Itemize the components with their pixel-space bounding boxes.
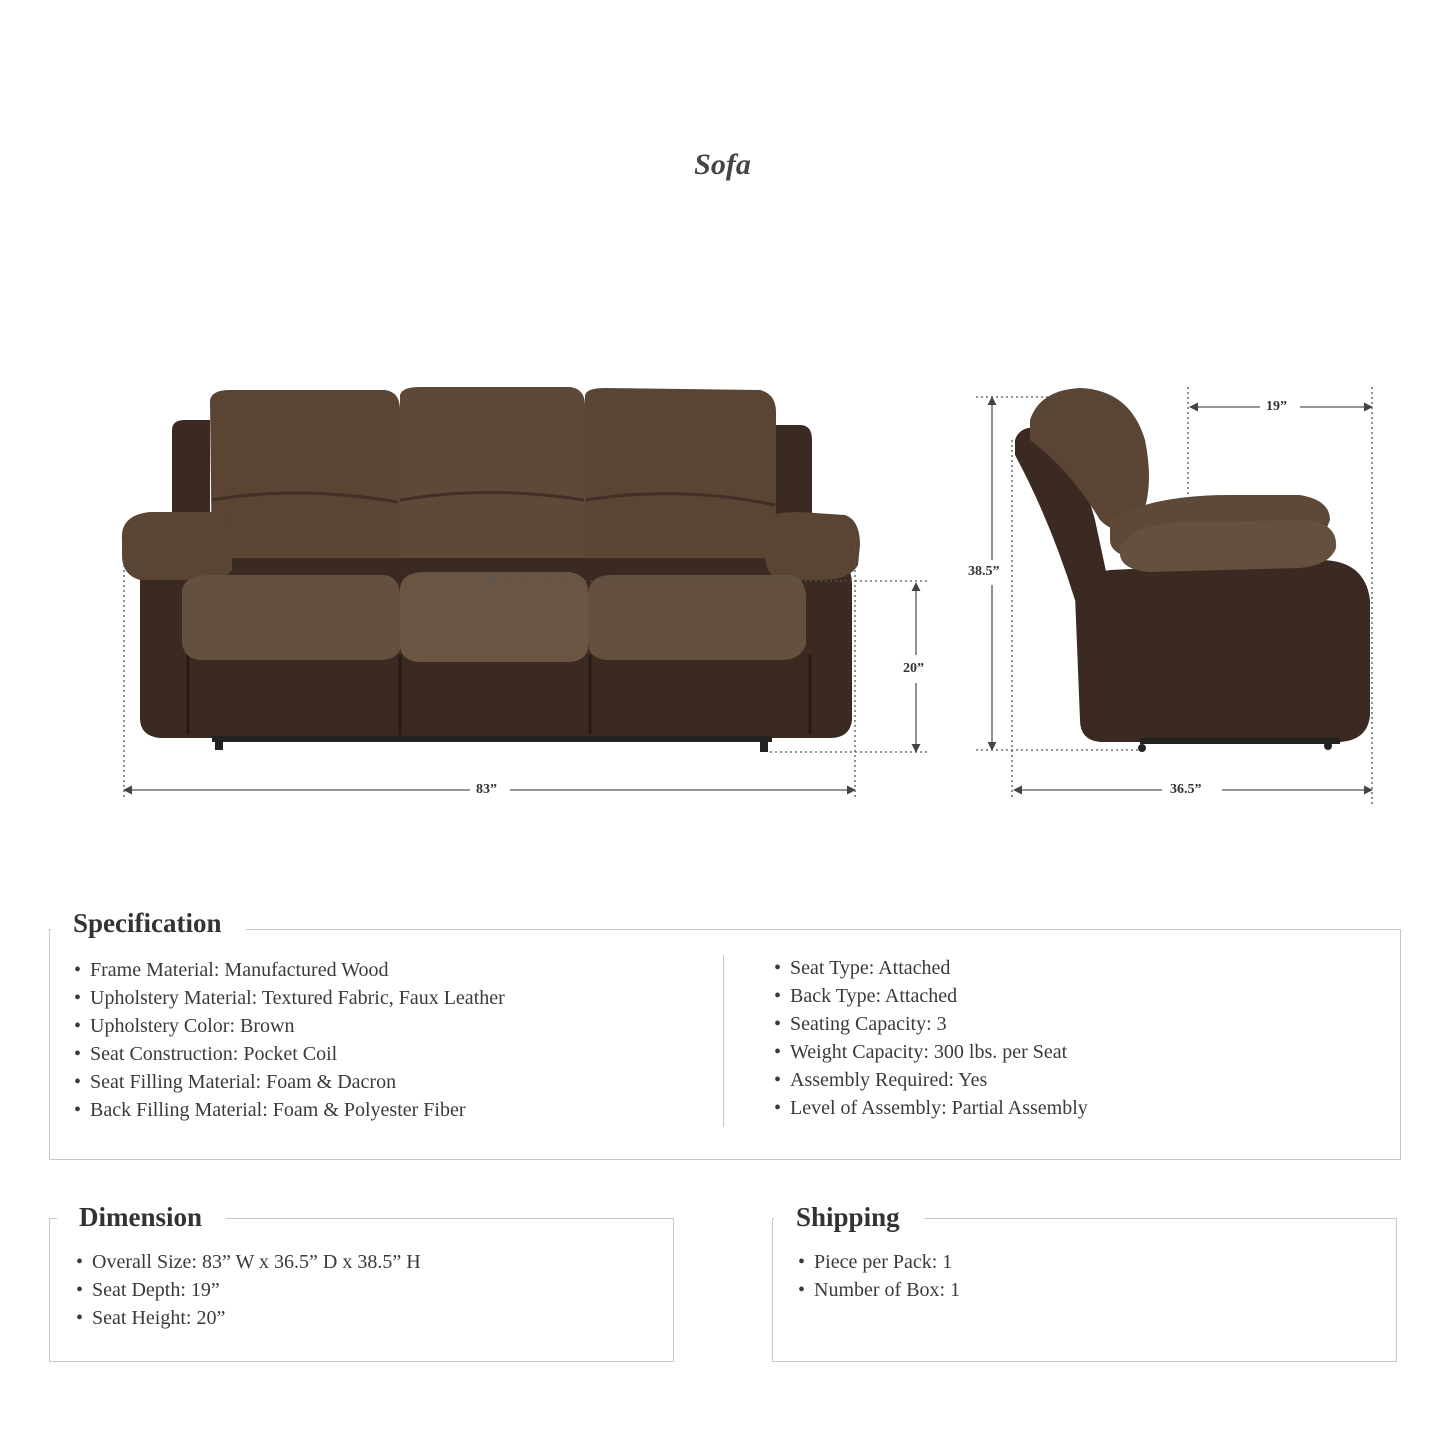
specification-left-list (74, 956, 505, 1124)
shipping-list (798, 1248, 960, 1304)
list-item: • Seat Construction: Pocket Coil (74, 1040, 505, 1068)
dimension-list (76, 1248, 421, 1332)
specification-right-list (774, 954, 1088, 1122)
sofa-side-view (1015, 388, 1370, 752)
list-item: • Seat Filling Material: Foam & Dacron (74, 1068, 505, 1096)
specification-divider (723, 955, 724, 1127)
list-item: • Level of Assembly: Partial Assembly (774, 1094, 1088, 1122)
shipping-title: Shipping (774, 1201, 924, 1233)
list-item: • Seat Type: Attached (774, 954, 1088, 982)
height-label: 38.5” (962, 564, 1006, 580)
list-item: • Seat Depth: 19” (76, 1276, 421, 1304)
seat-height-label: 20” (897, 661, 930, 677)
specification-title: Specification (51, 907, 246, 939)
list-item: • Frame Material: Manufactured Wood (74, 956, 505, 984)
list-item: • Seating Capacity: 3 (774, 1010, 1088, 1038)
seat-depth-label: 19” (1260, 399, 1293, 415)
dimension-title: Dimension (57, 1201, 226, 1233)
page-title: Sofa (694, 148, 751, 181)
list-item: • Back Type: Attached (774, 982, 1088, 1010)
list-item: • Upholstery Material: Textured Fabric, Faux Leather (74, 984, 505, 1012)
list-item: • Overall Size: 83” W x 36.5” D x 38.5” H (76, 1248, 421, 1276)
list-item: • Back Filling Material: Foam & Polyester Fiber (74, 1096, 505, 1124)
list-item: • Piece per Pack: 1 (798, 1248, 960, 1276)
list-item: • Upholstery Color: Brown (74, 1012, 505, 1040)
depth-label: 36.5” (1164, 782, 1208, 798)
list-item: • Seat Height: 20” (76, 1304, 421, 1332)
list-item: • Weight Capacity: 300 lbs. per Seat (774, 1038, 1088, 1066)
sofa-front-view (122, 387, 860, 752)
width-label: 83” (470, 782, 503, 798)
list-item: • Number of Box: 1 (798, 1276, 960, 1304)
list-item: • Assembly Required: Yes (774, 1066, 1088, 1094)
